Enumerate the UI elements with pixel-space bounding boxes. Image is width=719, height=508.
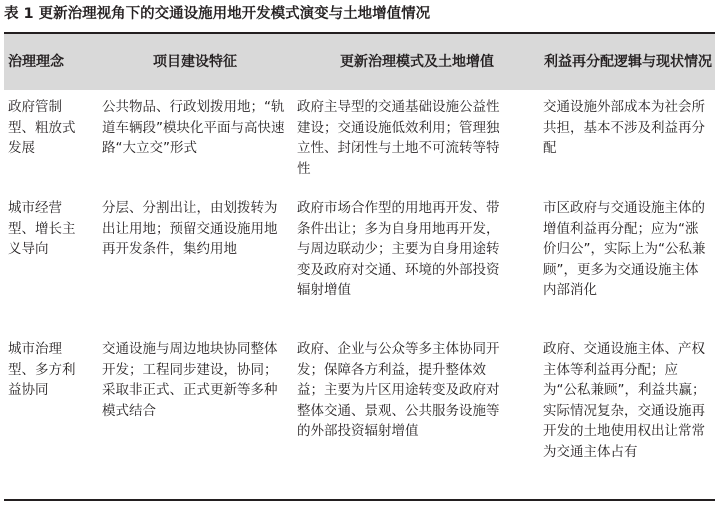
row2-renewal-mode: 政府市场合作型的用地再开发、带条件出让；多为自身用地再开发，与周边联动少；主要为自身用途转变及政府对交通、环境的外部投资辐射增值 bbox=[297, 200, 500, 298]
row1-governance-concept: 政府管制型、粗放式发展 bbox=[8, 99, 76, 156]
row3-renewal-mode: 政府、企业与公众等多主体协同开发；保障各方利益，提升整体效益；主要为片区用途转变及政府对整体交通、景观、公共服务设施等的外部投资辐射增值 bbox=[297, 341, 500, 439]
row2-project-features: 分层、分割出让，由划拨转为出让用地；预留交通设施用地再开发条件，集约用地 bbox=[102, 200, 278, 257]
row1-project-features: 公共物品、行政划拨用地；“轨道车辆段”模块化平面与高快速路“大立交”形式 bbox=[102, 99, 285, 156]
row1-benefit-redistribution: 交通设施外部成本为社会所共担，基本不涉及利益再分配 bbox=[543, 99, 705, 156]
row1-renewal-mode: 政府主导型的交通基础设施公益性建设；交通设施低效利用；管理独立性、封闭性与土地不可流转等特性 bbox=[297, 99, 500, 177]
header-renewal-mode: 更新治理模式及土地增值 bbox=[340, 53, 494, 70]
row3-benefit-redistribution: 政府、交通设施主体、产权主体等利益再分配；应为“公私兼顾”，利益共赢；实际情况复杂，交通设施再开发的土地使用权出让常常为交通主体占有 bbox=[543, 341, 706, 460]
header-governance-concept: 治理理念 bbox=[8, 53, 64, 70]
header-benefit-redistribution: 利益再分配逻辑与现状情况 bbox=[544, 53, 712, 70]
row3-project-features: 交通设施与周边地块协同整体开发；工程同步建设，协同；采取非正式、正式更新等多种模式结合 bbox=[102, 341, 278, 419]
row2-governance-concept: 城市经营型、增长主义导向 bbox=[8, 200, 76, 257]
row3-governance-concept: 城市治理型、多方利益协同 bbox=[8, 341, 76, 398]
row2-benefit-redistribution: 市区政府与交通设施主体的增值利益再分配；应为“涨价归公”，实际上为“公私兼顾”，更多为交通设施主体内部消化 bbox=[543, 200, 706, 298]
header-project-features: 项目建设特征 bbox=[153, 53, 237, 70]
table-bottom-rule bbox=[4, 499, 715, 501]
table-caption: 表 1 更新治理视角下的交通设施用地开发模式演变与土地增值情况 bbox=[4, 6, 431, 22]
